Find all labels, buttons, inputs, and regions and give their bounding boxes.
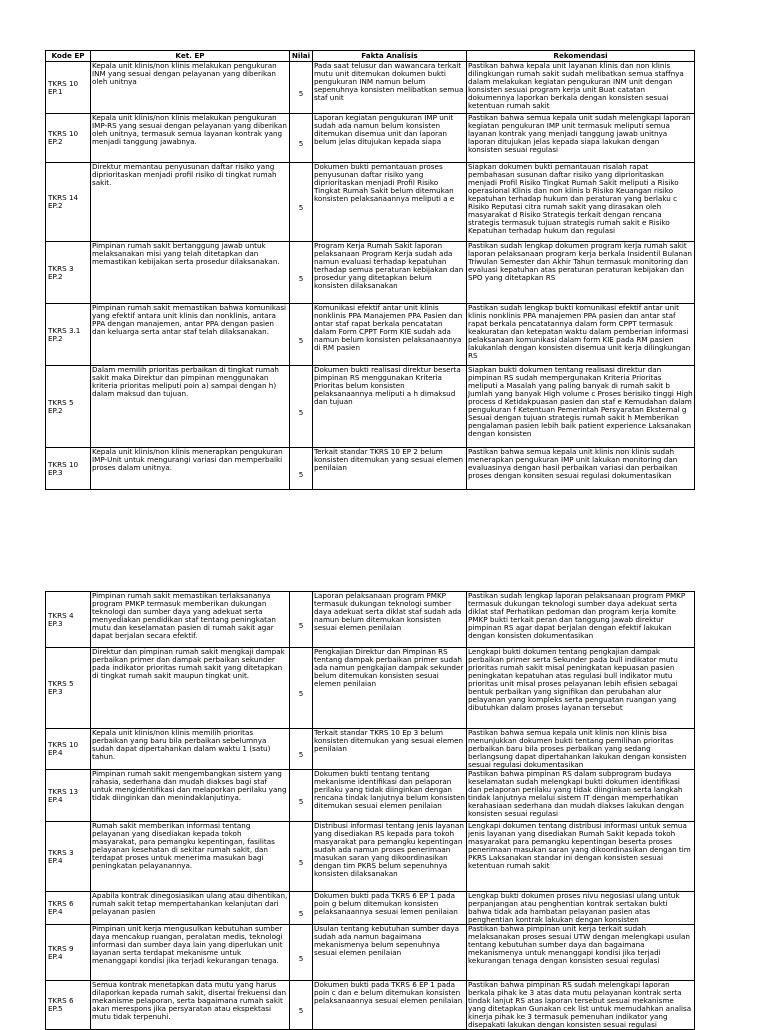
rekomendasi-cell: Pastikan bahwa kepala unit layanan klinis dan non klinis dilingkungan rumah sakit sudah melibatkan semua staffnya dalam melakukan kegiatan pengukuran INM unit dengan konsisten sesuai program kerja unit Buat catatan dokumennya laporkan berkala dengan konsisten sesuai ketentuan rumah sakit [467,62,695,114]
nilai-cell: 5 [290,62,313,114]
rekomendasi-cell: Lengkapi bukti dokumen tentang pengkajian dampak perbaikan primer serta Sekunder pada bull indikator mutu prioritas rumah sakit misal peningkatan kepuasan pasien peningkatan kepatuhan atas regulasi bull indikator mutu prioritas unit misal proses pelayanan lebih efisien sebagai bentuk perbaikan yang signifikan dan perubahan alur pelayanan yang kompleks serta penguatan ruangan yang dibutuhkan dalam proses layanan tersebut [467,648,695,729]
kode-ep-cell: TKRS 5 EP.3 [46,648,91,729]
fakta-analisis-cell: Laporan pelaksanaan program PMKP termasuk dukungan teknologi sumber daya adekuat serta diklat staf sudah ada namun belum ditemukan konsisten sesuai elemen penilaian [313,592,467,648]
table-row [46,729,695,770]
kode-ep-cell: TKRS 10 EP.1 [46,62,91,114]
table-row [46,62,695,114]
table-row [46,592,695,648]
kode-ep-cell: TKRS 5 EP.2 [46,366,91,448]
ket-ep-cell: Pimpinan rumah sakit bertanggung jawab untuk melaksanakan misi yang telah ditetapkan dan memastikan kebijakan serta prosedur dilaksanakan. [91,242,290,304]
ket-ep-cell: Pimpinan rumah sakit memastikan bahwa komunikasi yang efektif antara unit klinis dan nonklinis, antara PPA dengan manajemen, antar PPA dengan pasien dan keluarga serta antar staf telah dilaksanakan. [91,304,290,366]
ket-ep-cell: Kepala unit klinis/non klinis memilih prioritas perbaikan yang baru bila perbaikan sebelumnya sudah dapat dipertahankan dalam waktu 1 (satu) tahun. [91,729,290,770]
assessment-table-1 [45,50,695,490]
table-row [46,366,695,448]
rekomendasi-cell: Siapkan dokumen bukti pemantauan risalah rapat pembahasan susunan daftar risiko yang diprioritaskan menjadi Profil Risiko Tingkat Rumah Sakit meliputi a Risiko operasional Klinis dan non klinis b Risiko Keuangan risiko kepatuhan terhadap hukum dan peraturan yang berlaku c Risiko Reputasi citra rumah sakit yang dirasakan oleh masyarakat d Risiko Strategis terkait dengan rencana strategis termasuk tujuan strategis rumah sakit e Risiko Kepatuhan terhadap hukum dan regulasi [467,163,695,242]
ket-ep-cell: Rumah sakit memberikan informasi tentang pelayanan yang disediakan kepada tokoh masyarakat, para pemangku kepentingan, fasilitas pelayanan kesehatan di sekitar rumah sakit, dan terdapat proses untuk menerima masukan bagi peningkatan pelayanannya. [91,822,290,892]
header-rekomendasi: Rekomendasi [467,51,695,62]
ket-ep-cell: Direktur dan pimpinan rumah sakit mengkaji dampak perbaikan primer dan dampak perbaikan sekunder pada indikator prioritas rumah sakit yang ditetapkan di tingkat rumah sakit maupun tingkat unit. [91,648,290,729]
ket-ep-cell: Semua kontrak menetapkan data mutu yang harus dilaporkan kepada rumah sakit, disertai frekuensi dan mekanisme pelaporan, serta bagaimana rumah sakit akan merespons jika persyaratan atau ekspektasi mutu tidak terpenuhi. [91,981,290,1030]
fakta-analisis-cell: Pengkajian Direktur dan Pimpinan RS tentang dampak perbaikan primer sudah ada namun pengkajian dampak sekunder belum ditemukan konsisten sesuai elemen penilaian [313,648,467,729]
ket-ep-cell: Pimpinan rumah sakit mengembangkan sistem yang rahasia, sederhana dan mudah diakses bagi staf untuk mengidentifikasi dan melaporkan perilaku yang tidak diinginkan dan menindaklanjutinya. [91,770,290,822]
rekomendasi-cell: Pastikan bahwa pimpinan unit kerja terkait sudah melaksanakan proses sesuai UTW dengan melengkapi usulan tentang kebutuhan sumber daya dan bagaimana mekanismenya untuk menanggapi kondisi jika terjadi kekurangan tenaga dengan konsisten sesuai regulasi [467,925,695,981]
rekomendasi-cell: Pastikan sudah lengkap bukti komunikasi efektif antar unit klinis nonklinis PPA manajemen PPA pasien dan antar staf rapat berkala pencatatannya dalam form CPPT termasuk keakuratan dan ketepatan waktu dalam pemberian informasi pelaksanaan komunikasi dalam form KIE pada RM pasien lakukanlah dengan konsisten disemua unit kerja dilingkungan RS [467,304,695,366]
rekomendasi-cell: Pastikan sudah lengkap laporan pelaksanaan program PMKP termasuk dukungan teknologi sumber daya adekuat serta diklat staf Perhatikan pedoman dan program kerja komite PMKP bukti terkait peran dan tanggung jawab direktur pimpinan RS agar dapat berjalan dengan efektif lakukan dengan konsisten dokumentasikan [467,592,695,648]
rekomendasi-cell: Siapkan bukti dokumen tentang realisasi direktur dan pimpinan RS sudah mempergunakan Kriteria Prioritas meliputi a Masalah yang paling banyak di rumah sakit b Jumlah yang banyak High volume c Proses berisiko tinggi High process d Ketidakpuasan pasien dan staf e Kemudahan dalam pengukuran f Ketentuan Pemerintah Persyaratan Eksternal g Sesuai dengan tujuan strategis rumah sakit h Memberikan pengalaman pasien lebih baik patient experience Laksanakan dengan konsisten [467,366,695,448]
nilai-cell: 5 [290,822,313,892]
nilai-cell: 5 [290,892,313,925]
nilai-cell: 5 [290,163,313,242]
ket-ep-cell: Pimpinan rumah sakit memastikan terlaksananya program PMKP termasuk memberikan dukungan teknologi dan sumber daya yang adekuat serta menyediakan pendidikan staf tentang peningkatan mutu dan keselamatan pasien di rumah sakit agar dapat berjalan secara efektif. [91,592,290,648]
fakta-analisis-cell: Dokumen bukti pemantauan proses penyusunan daftar risiko yang diprioritaskan menjadi Profil Risiko Tingkat Rumah Sakit belum ditemukan konsisten pelaksanaannya meliputi a e [313,163,467,242]
fakta-analisis-cell: Pada saat telusur dan wawancara terkait mutu unit ditemukan dokumen bukti pengukuran INM namun belum sepenuhnya konsisten melibatkan semua staf unit [313,62,467,114]
fakta-analisis-cell: Dokumen bukti pada TKRS 6 EP 1 pada poin c dan e belum ditemukan konsisten pelaksanaannya sesuai elemen penilaian [313,981,467,1030]
table-row [46,925,695,981]
rekomendasi-cell: Pastikan bahwa semua kepala unit sudah melengkapi laporan kegiatan pengukuran IMP unit termasuk meliputi semua layanan kontrak yang menjadi tanggung jawab unitnya laporan ditujukan jelas kepada siapa lakukan dengan konsisten sesuai regulasi [467,114,695,163]
rekomendasi-cell: Lengkap bukti dokumen proses nivu negosiasi ulang untuk perpanjangan atau penghentian kontrak sertakan bukti bahwa tidak ada hambatan pelayanan pasien atas penghentian kontrak lakukan dengan konsisten [467,892,695,925]
kode-ep-cell: TKRS 6 EP.5 [46,981,91,1030]
fakta-analisis-cell: Dokumen bukti realisasi direktur beserta pimpinan RS menggunakan Kriteria Prioritas belum konsisten pelaksanaannya meliputi a h dimaksud dan tujuan [313,366,467,448]
rekomendasi-cell: Pastikan bahwa semua kepala unit klinis non klinis sudah menerapkan pengukuran IMP unit lakukan monitoring dan evaluasinya dengan hasil perbaikan variasi dan perbaikan proses dengan konsiten sesuai regulasi dokumentasikan [467,448,695,490]
nilai-cell: 5 [290,366,313,448]
table-row [46,981,695,1030]
table-header-row [46,51,695,62]
nilai-cell: 5 [290,981,313,1030]
ket-ep-cell: Apabila kontrak dinegosiasikan ulang atau dihentikan, rumah sakit tetap mempertahankan kelanjutan dari pelayanan pasien [91,892,290,925]
kode-ep-cell: TKRS 3 EP.4 [46,822,91,892]
table-row [46,648,695,729]
table-row [46,448,695,490]
table-row [46,892,695,925]
fakta-analisis-cell: Dokumen bukti pada TKRS 6 EP 1 pada poin g belum ditemukan konsisten pelaksanaannya sesuai lemen penilaian [313,892,467,925]
fakta-analisis-cell: Dokumen bukti tentang tentang mekanisme identifikasi dan pelaporan perilaku yang tidak diinginkan dengan rencana tindak lanjutnya belum konsisten ditemukan sesuai elemen penilaian [313,770,467,822]
fakta-analisis-cell: Laporan kegiatan pengukuran IMP unit sudah ada namun belum konsisten ditemukan disemua unit dan laporan belum jelas ditujukan kepada siapa [313,114,467,163]
table-row [46,163,695,242]
ket-ep-cell: Kepala unit klinis/non klinis menerapkan pengukuran IMP-Unit untuk mengurangi variasi dan memperbaiki proses dalam unitnya. [91,448,290,490]
header-ket-ep: Ket. EP [91,51,290,62]
kode-ep-cell: TKRS 3.1 EP.2 [46,304,91,366]
nilai-cell: 5 [290,592,313,648]
table-row [46,770,695,822]
table-row [46,304,695,366]
fakta-analisis-cell: Program Kerja Rumah Sakit laporan pelaksanaan Program Kerja sudah ada namun evaluasi terhadap kepatuhan terhadap semua peraturan kebijakan dan prosedur yang ditetapkan belum konsisten dilaksanakan [313,242,467,304]
fakta-analisis-cell: Distribusi informasi tentang jenis layanan yang disediakan RS kepada para tokoh masyarakat para pemangku kepentingan sudah ada namun proses penerimaan masukan saran yang dikoordinasikan dengan tim PKRS belum sepenuhnya konsisten dilaksanakan [313,822,467,892]
rekomendasi-cell: Pastikan bahwa pimpinan RS sudah melengkapi laporan berkala pihak ke 3 atas data mutu pelayanan kontrak serta tindak lanjut RS atas laporan tersebut sesuai mekanisme yang ditetapkan Gunakan cek list untuk memudahkan analisa kinerja pihak ke 3 termasuk pemenuhan indikator yang disepakati lakukan dengan konsisten sesuai regulasi [467,981,695,1030]
nilai-cell: 5 [290,729,313,770]
kode-ep-cell: TKRS 10 EP.3 [46,448,91,490]
rekomendasi-cell: Pastikan sudah lengkap dokumen program kerja rumah sakit laporan pelaksanaan program kerja berkala Insidentil Bulanan Triwulan Semester dan Akhir Tahun termasuk monitoring dan evaluasi kepatuhan atas peraturan peraturan kebijakan dan SPO yang ditetapkan RS [467,242,695,304]
ket-ep-cell: Direktur memantau penyusunan daftar risiko yang diprioritaskan menjadi profil risiko di tingkat rumah sakit. [91,163,290,242]
ket-ep-cell: Pimpinan unit kerja mengusulkan kebutuhan sumber daya mencakup ruangan, peralatan medis, teknologi informasi dan sumber daya lain yang diperlukan unit layanan serta terdapat mekanisme untuk menanggapi kondisi jika terjadi kekurangan tenaga. [91,925,290,981]
kode-ep-cell: TKRS 4 EP.3 [46,592,91,648]
nilai-cell: 5 [290,114,313,163]
header-fakta-analisis: Fakta Analisis [313,51,467,62]
kode-ep-cell: TKRS 10 EP.2 [46,114,91,163]
nilai-cell: 5 [290,448,313,490]
kode-ep-cell: TKRS 14 EP.2 [46,163,91,242]
table-row [46,114,695,163]
kode-ep-cell: TKRS 13 EP.4 [46,770,91,822]
nilai-cell: 5 [290,304,313,366]
ket-ep-cell: Dalam memilih prioritas perbaikan di tingkat rumah sakit maka Direktur dan pimpinan menggunakan kriteria prioritas meliputi poin a) sampai dengan h) dalam maksud dan tujuan. [91,366,290,448]
kode-ep-cell: TKRS 3 EP.2 [46,242,91,304]
kode-ep-cell: TKRS 10 EP.4 [46,729,91,770]
fakta-analisis-cell: Usulan tentang kebutuhan sumber daya sudah ada namun bagaimana mekanismenya belum sepenuhnya sesuai elemen penilaian [313,925,467,981]
nilai-cell: 5 [290,648,313,729]
kode-ep-cell: TKRS 6 EP.4 [46,892,91,925]
fakta-analisis-cell: Komunikasi efektif antar unit klinis nonklinis PPA Manajemen PPA Pasien dan antar staf rapat berkala pencatatan dalam Form CPPT Form KIE sudah ada namun belum konsisten pelaksanaannya di RM pasien [313,304,467,366]
nilai-cell: 5 [290,242,313,304]
fakta-analisis-cell: Terkait standar TKRS 10 Ep 3 belum konsisten ditemukan yang sesuai elemen penilaian [313,729,467,770]
table-row [46,242,695,304]
assessment-table-2 [45,591,695,1030]
fakta-analisis-cell: Terkait standar TKRS 10 EP 2 belum konsisten ditemukan yang sesuai elemen penilaian [313,448,467,490]
nilai-cell: 5 [290,770,313,822]
kode-ep-cell: TKRS 9 EP.4 [46,925,91,981]
header-kode-ep: Kode EP [46,51,91,62]
header-nilai: Nilai [290,51,313,62]
ket-ep-cell: Kepala unit klinis/non klinis melakukan pengukuran IMP-RS yang sesuai dengan pelayanan yang diberikan oleh unitnya, termasuk semua layanan kontrak yang menjadi tanggung jawabnya. [91,114,290,163]
ket-ep-cell: Kepala unit klinis/non klinis melakukan pengukuran INM yang sesuai dengan pelayanan yang diberikan oleh unitnya [91,62,290,114]
rekomendasi-cell: Pastikan bahwa semua kepala unit klinis non klinis bisa menunjukkan dokumen bukti tentang pemilihan prioritas perbaikan baru bila proses perbaikan yang sedang berlangsung dapat dipertahankan lakukan dengan konsisten sesuai regulasi dokumentasikan [467,729,695,770]
nilai-cell: 5 [290,925,313,981]
rekomendasi-cell: Lengkapi dokumen tentang distribusi informasi untuk semua jenis layanan yang disediakan Rumah Sakit kepada tokoh masyarakat para pemangku kepentingan beserta proses penerimaan masukan saran yang dikoordinasikan dengan tim PKRS Laksanakan standar ini dengan konsisten sesuai ketentuan rumah sakit [467,822,695,892]
table-row [46,822,695,892]
rekomendasi-cell: Pastikan bahwa pimpinan RS dalam subprogram budaya keselamatan sudah melengkapi bukti dokumen identifikasi dan pelaporan perilaku yang tidak diinginkan serta langkah tindak lanjutnya melalui sistem IT dengan memperhatikan kerahasiaan sederhana dan mudah diakses lakukan dengan konsisten sesuai regulasi [467,770,695,822]
